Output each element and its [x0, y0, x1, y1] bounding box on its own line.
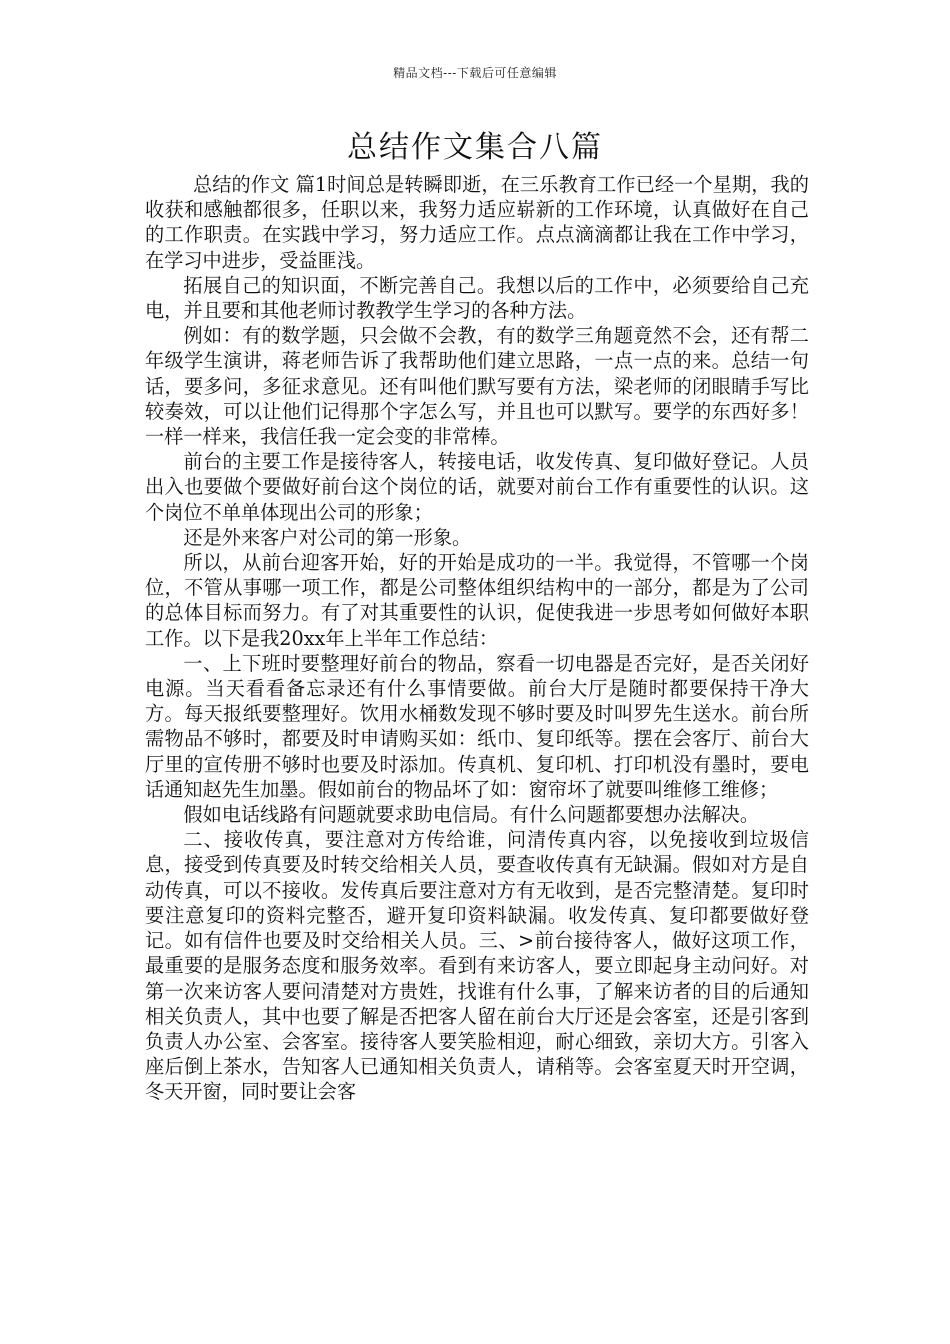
document-body [145, 172, 809, 1105]
paragraph-5: 还是外来客户对公司的第一形象。 [183, 525, 472, 549]
document-title: 总结作文集合八篇 [347, 130, 603, 165]
paragraph-7: 一、上下班时要整理好前台的物品，察看一切电器是否完好，是否关闭好电源。当天看看备忘录还有什么事情要做。前台大厅是随时都要保持干净大方。每天报纸要整理好。饮用水桶数发现不够时要及时叫罗先生送水。前台所需物品不够时，都要及时申请购买如：纸巾、复印纸等。摆在会客厅、前台大厅里的宣传册不够时也要及时添加。传真机、复印机、打印机没有墨时，要电话通知赵先生加墨。假如前台的物品坏了如：窗帘坏了就要叫维修工维修； [145, 651, 809, 801]
paragraph-6: 所以，从前台迎客开始，好的开始是成功的一半。我觉得，不管哪一个岗位，不管从事哪一项工作，都是公司整体组织结构中的一部分，都是为了公司的总体目标而努力。有了对其重要性的认识，促使我进一步思考如何做好本职工作。以下是我20xx年上半年工作总结： [145, 551, 809, 650]
paragraph-3: 例如：有的数学题，只会做不会教，有的数学三角题竟然不会，还有帮二年级学生演讲，蒋老师告诉了我帮助他们建立思路，一点一点的来。总结一句话，要多问，多征求意见。还有叫他们默写要有方法，梁老师的闭眼睛手写比较奏效，可以让他们记得那个字怎么写，并且也可以默写。要学的东西好多！一样一样来，我信任我一定会变的非常棒。 [145, 324, 809, 449]
paragraph-9: 二、接收传真，要注意对方传给谁，问清传真内容，以免接收到垃圾信息，接受到传真要及时转交给相关人员，要查收传真有无缺漏。假如对方是自动传真，可以不接收。发传真后要注意对方有无收到，是否完整清楚。复印时要注意复印的资料完整否，避开复印资料缺漏。收发传真、复印都要做好登记。如有信件也要及时交给相关人员。三、>前台接待客人，做好这项工作，最重要的是服务态度和服务效率。看到有来访客人，要立即起身主动问好。对第一次来访客人要问清楚对方贵姓，找谁有什么事，了解来访者的目的后通知相关负责人，其中也要了解是否把客人留在前台大厅还是会客室，还是引客到负责人办公室、会客室。接待客人要笑脸相迎，耐心细致，亲切大方。引客入座后倒上茶水，告知客人已通知相关负责人，请稍等。会客室夏天时开空调，冬天开窗，同时要让会客 [145, 828, 809, 1104]
paragraph-4: 前台的主要工作是接待客人，转接电话，收发传真、复印做好登记。人员出入也要做个要做好前台这个岗位的话，就要对前台工作有重要性的认识。这个岗位不单单体现出公司的形象； [145, 450, 809, 524]
paragraph-1: 总结的作文 篇1时间总是转瞬即逝，在三乐教育工作已经一个星期，我的收获和感触都很多，任职以来，我努力适应崭新的工作环境，认真做好在自己的工作职责。在实践中学习，努力适应工作。点点滴滴都让我在工作中学习，在学习中进步，受益匪浅。 [145, 173, 809, 272]
page-header-note: 精品文档---下载后可任意编辑 [393, 66, 557, 80]
paragraph-8: 假如电话线路有问题就要求助电信局。有什么问题都要想办法解决。 [183, 803, 760, 827]
paragraph-2: 拓展自己的知识面，不断完善自己。我想以后的工作中，必须要给自己充电，并且要和其他老师讨教教学生学习的各种方法。 [145, 273, 809, 323]
